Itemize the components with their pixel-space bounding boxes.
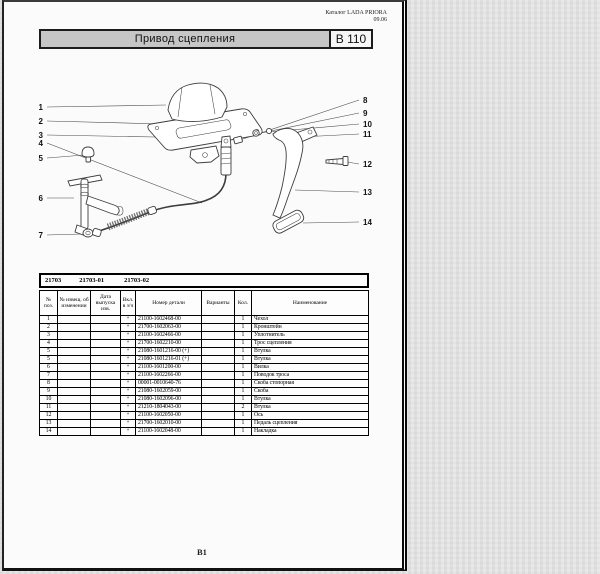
cell-position: 14 xyxy=(40,428,58,435)
cell-part-number: 21100-1602466-00 xyxy=(136,332,202,339)
callout-6: 6 xyxy=(38,194,43,203)
cell-quantity: 1 xyxy=(235,388,252,395)
cell-included: + xyxy=(121,412,136,419)
page-title: Привод сцепления xyxy=(39,29,331,49)
cell-name: Втулка xyxy=(254,348,271,354)
cell-notice xyxy=(58,332,91,339)
col-notice: № извещ. об изменении xyxy=(58,291,91,315)
col-date: Дата выпуска изв. xyxy=(91,291,121,315)
cell-part-number: 00001-0010640-76 xyxy=(136,380,202,387)
table-row xyxy=(40,316,368,324)
cell-part-number: 21080-1602059-00 xyxy=(136,388,202,395)
table-row xyxy=(40,332,368,340)
cell-notice xyxy=(58,364,91,371)
cell-quantity: 1 xyxy=(235,372,252,379)
cell-name: Втулка xyxy=(254,396,271,402)
cell-quantity: 1 xyxy=(235,332,252,339)
cell-variants xyxy=(202,420,235,427)
cell-notice xyxy=(58,388,91,395)
cell-variants xyxy=(202,380,235,387)
cell-quantity: 1 xyxy=(235,364,252,371)
cell-quantity: 1 xyxy=(235,316,252,323)
cell-variants xyxy=(202,404,235,411)
callout-13: 13 xyxy=(363,188,372,197)
cell-part-number: 21700-1602210-00 xyxy=(136,340,202,347)
cell-included: + xyxy=(121,388,136,395)
cell-included: + xyxy=(121,356,136,363)
cell-included: + xyxy=(121,316,136,323)
cell-position: 4 xyxy=(40,340,58,347)
cell-date xyxy=(91,396,121,403)
cell-variants xyxy=(202,388,235,395)
cell-part-number: 21100-1602266-00 xyxy=(136,372,202,379)
cell-part-number: 21100-1602468-00 xyxy=(136,316,202,323)
table-row xyxy=(40,412,368,420)
cell-included: + xyxy=(121,340,136,347)
cell-included: + xyxy=(121,332,136,339)
cell-part-number: 21080-1602096-00 xyxy=(136,396,202,403)
cap-part xyxy=(82,147,94,162)
callout-14: 14 xyxy=(363,218,372,227)
table-row xyxy=(40,396,368,404)
cell-included: + xyxy=(121,372,136,379)
cell-notice xyxy=(58,372,91,379)
cell-position: 10 xyxy=(40,396,58,403)
cell-date xyxy=(91,428,121,435)
parts-table-header xyxy=(40,291,368,316)
cell-included: + xyxy=(121,324,136,331)
cell-name: Втулка xyxy=(254,404,271,410)
cell-part-number: 21100-1602048-00 xyxy=(136,428,202,435)
cell-name: Чехол xyxy=(254,316,269,322)
parts-table xyxy=(39,290,369,436)
catalog-date: 09.06 xyxy=(373,16,387,23)
cell-quantity: 1 xyxy=(235,428,252,435)
cell-included: + xyxy=(121,420,136,427)
cell-quantity: 1 xyxy=(235,420,252,427)
cell-name: Вилка xyxy=(254,364,269,370)
table-row xyxy=(40,404,368,412)
cell-part-number: 21700-1602010-00 xyxy=(136,420,202,427)
cell-quantity: 1 xyxy=(235,412,252,419)
cell-included: + xyxy=(121,396,136,403)
callout-11: 11 xyxy=(363,130,372,139)
cell-notice xyxy=(58,348,91,355)
cell-date xyxy=(91,404,121,411)
col-number: Номер детали xyxy=(136,291,202,315)
cell-name: Накладка xyxy=(254,428,277,434)
table-row xyxy=(40,420,368,428)
callout-10: 10 xyxy=(363,120,372,129)
axle-bolt xyxy=(326,157,348,166)
table-row xyxy=(40,428,368,435)
model-code-1: 21703 xyxy=(45,277,62,284)
cell-date xyxy=(91,348,121,355)
callout-1: 1 xyxy=(38,103,43,112)
cell-position: 9 xyxy=(40,388,58,395)
table-row xyxy=(40,324,368,332)
cell-notice xyxy=(58,356,91,363)
cell-variants xyxy=(202,372,235,379)
cell-position: 5 xyxy=(40,356,58,363)
cell-date xyxy=(91,316,121,323)
cell-variants xyxy=(202,364,235,371)
col-pos: № поз. xyxy=(40,291,58,315)
cell-notice xyxy=(58,404,91,411)
callout-3: 3 xyxy=(38,131,43,140)
cell-position: 13 xyxy=(40,420,58,427)
cell-name: Скоба xyxy=(254,388,269,394)
cell-position: 5 xyxy=(40,348,58,355)
catalog-meta xyxy=(325,10,387,23)
cell-variants xyxy=(202,396,235,403)
cell-included: + xyxy=(121,404,136,411)
cell-notice xyxy=(58,420,91,427)
cell-date xyxy=(91,388,121,395)
callout-2: 2 xyxy=(38,117,43,126)
model-code-2: 21703-01 xyxy=(79,277,105,284)
clutch-drive-diagram xyxy=(30,57,380,267)
table-row xyxy=(40,356,368,364)
cell-name: Скоба стопорная xyxy=(254,380,294,386)
callout-12: 12 xyxy=(363,160,372,169)
cell-variants xyxy=(202,428,235,435)
cell-quantity: 1 xyxy=(235,348,252,355)
cell-included: + xyxy=(121,380,136,387)
title-bar-row xyxy=(39,29,373,49)
clutch-pedal xyxy=(271,127,317,235)
table-row xyxy=(40,380,368,388)
cell-position: 1 xyxy=(40,316,58,323)
cell-date xyxy=(91,364,121,371)
table-row xyxy=(40,348,368,356)
cell-notice xyxy=(58,428,91,435)
cell-quantity: 1 xyxy=(235,340,252,347)
cell-included: + xyxy=(121,364,136,371)
cell-name: Втулка xyxy=(254,356,271,362)
col-variants: Варианты xyxy=(202,291,235,315)
cell-notice xyxy=(58,412,91,419)
cell-name: Педаль сцепления xyxy=(254,420,298,426)
cell-position: 2 xyxy=(40,324,58,331)
cell-part-number: 21100-1601200-00 xyxy=(136,364,202,371)
cell-notice xyxy=(58,324,91,331)
callout-8: 8 xyxy=(363,96,368,105)
callout-9: 9 xyxy=(363,109,368,118)
cell-included: + xyxy=(121,348,136,355)
cell-name: Кронштейн xyxy=(254,324,282,330)
cell-variants xyxy=(202,412,235,419)
cell-position: 3 xyxy=(40,332,58,339)
callout-4: 4 xyxy=(38,139,43,148)
cell-variants xyxy=(202,356,235,363)
callout-7: 7 xyxy=(38,231,43,240)
cell-notice xyxy=(58,340,91,347)
cell-quantity: 2 xyxy=(235,404,252,411)
catalog-title: Каталог LADA PRIORA xyxy=(325,10,387,16)
parts-table-body xyxy=(40,316,368,435)
cell-part-number: 21100-1602050-00 xyxy=(136,412,202,419)
cell-position: 12 xyxy=(40,412,58,419)
cell-date xyxy=(91,332,121,339)
cell-variants xyxy=(202,324,235,331)
cell-date xyxy=(91,412,121,419)
cell-position: 11 xyxy=(40,404,58,411)
cell-quantity: 1 xyxy=(235,396,252,403)
cell-quantity: 1 xyxy=(235,356,252,363)
parts-table-section xyxy=(39,273,369,436)
table-row xyxy=(40,388,368,396)
page-number: B1 xyxy=(197,547,207,557)
table-row xyxy=(40,340,368,348)
cell-variants xyxy=(202,340,235,347)
cell-date xyxy=(91,380,121,387)
cell-date xyxy=(91,420,121,427)
bracket-cover-assembly xyxy=(148,83,262,163)
col-name: Наименование xyxy=(292,299,328,306)
cell-quantity: 1 xyxy=(235,380,252,387)
cell-notice xyxy=(58,396,91,403)
cell-name: Поводок троса xyxy=(254,372,290,378)
cell-notice xyxy=(58,316,91,323)
cell-part-number: 21700-1602063-00 xyxy=(136,324,202,331)
table-row xyxy=(40,364,368,372)
cell-date xyxy=(91,324,121,331)
col-incl: Вкл. в з/ч xyxy=(121,291,136,315)
cell-part-number: 21210-1804043-00 xyxy=(136,404,202,411)
cell-part-number: 21080-1601216-00 (+) xyxy=(136,348,202,355)
section-code: В 110 xyxy=(331,29,373,49)
cell-position: 7 xyxy=(40,372,58,379)
callout-5: 5 xyxy=(38,154,43,163)
cell-position: 8 xyxy=(40,380,58,387)
cell-position: 6 xyxy=(40,364,58,371)
cell-part-number: 21080-1601216-01 (+) xyxy=(136,356,202,363)
cell-variants xyxy=(202,348,235,355)
models-bar xyxy=(39,273,369,288)
model-code-3: 21703-02 xyxy=(124,277,150,284)
table-row xyxy=(40,372,368,380)
cell-variants xyxy=(202,316,235,323)
cell-notice xyxy=(58,380,91,387)
col-qty: Кол. xyxy=(235,291,252,315)
cell-quantity: 1 xyxy=(235,324,252,331)
cell-name: Уплотнитель xyxy=(254,332,285,338)
catalog-page xyxy=(2,0,407,571)
cell-included: + xyxy=(121,428,136,435)
cell-date xyxy=(91,372,121,379)
cell-date xyxy=(91,340,121,347)
cell-name: Ось xyxy=(254,412,264,418)
cell-name: Трос сцепления xyxy=(254,340,292,346)
cell-date xyxy=(91,356,121,363)
cell-variants xyxy=(202,332,235,339)
